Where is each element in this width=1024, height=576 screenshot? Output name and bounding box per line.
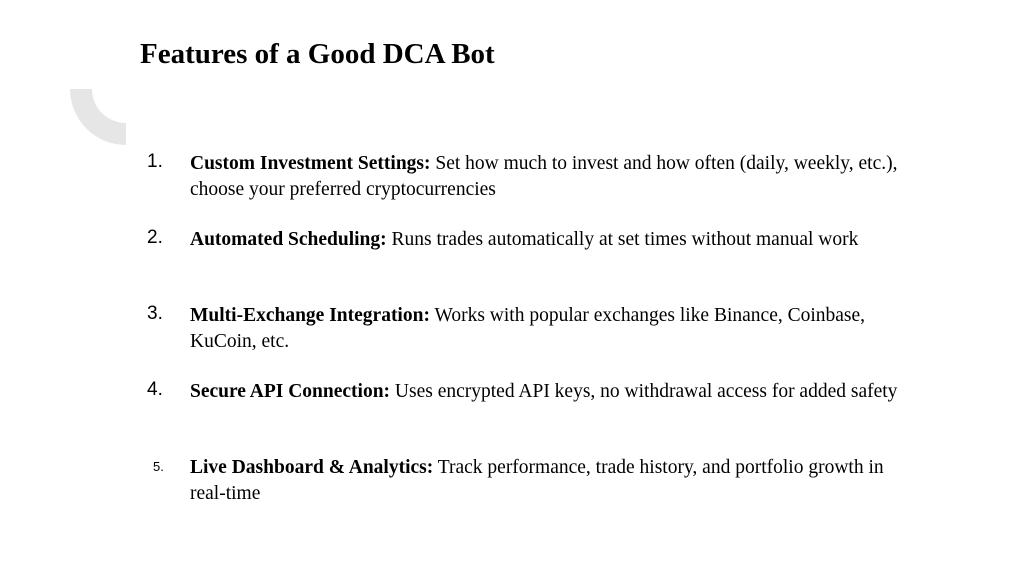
feature-text [190, 379, 915, 405]
feature-description: Uses encrypted API keys, no withdrawal access for added safety [390, 381, 898, 402]
feature-text [190, 151, 915, 202]
feature-term: Live Dashboard & Analytics: [190, 457, 434, 478]
feature-number: 3. [147, 303, 163, 324]
feature-term: Secure API Connection: [190, 381, 391, 402]
feature-number: 1. [147, 151, 163, 172]
slide-title: Features of a Good DCA Bot [140, 38, 495, 70]
feature-term: Multi-Exchange Integration: [190, 305, 430, 326]
feature-description: Track performance, trade history, and portfolio growth in real-time [190, 457, 884, 504]
feature-term: Custom Investment Settings: [190, 153, 431, 174]
feature-description: Runs trades automatically at set times without manual work [386, 229, 859, 250]
feature-description: Works with popular exchanges like Binance, Coinbase, KuCoin, etc. [190, 305, 866, 352]
feature-number: 4. [147, 379, 163, 400]
feature-term: Automated Scheduling: [190, 229, 387, 250]
feature-text [190, 227, 915, 253]
feature-number: 5. [153, 459, 164, 474]
feature-description: Set how much to invest and how often (daily, weekly, etc.), choose your preferred cryptocurrencies [190, 153, 898, 200]
feature-number: 2. [147, 227, 163, 248]
quarter-ring-decoration-icon [70, 89, 126, 145]
feature-text [190, 303, 915, 354]
feature-text [190, 455, 915, 506]
